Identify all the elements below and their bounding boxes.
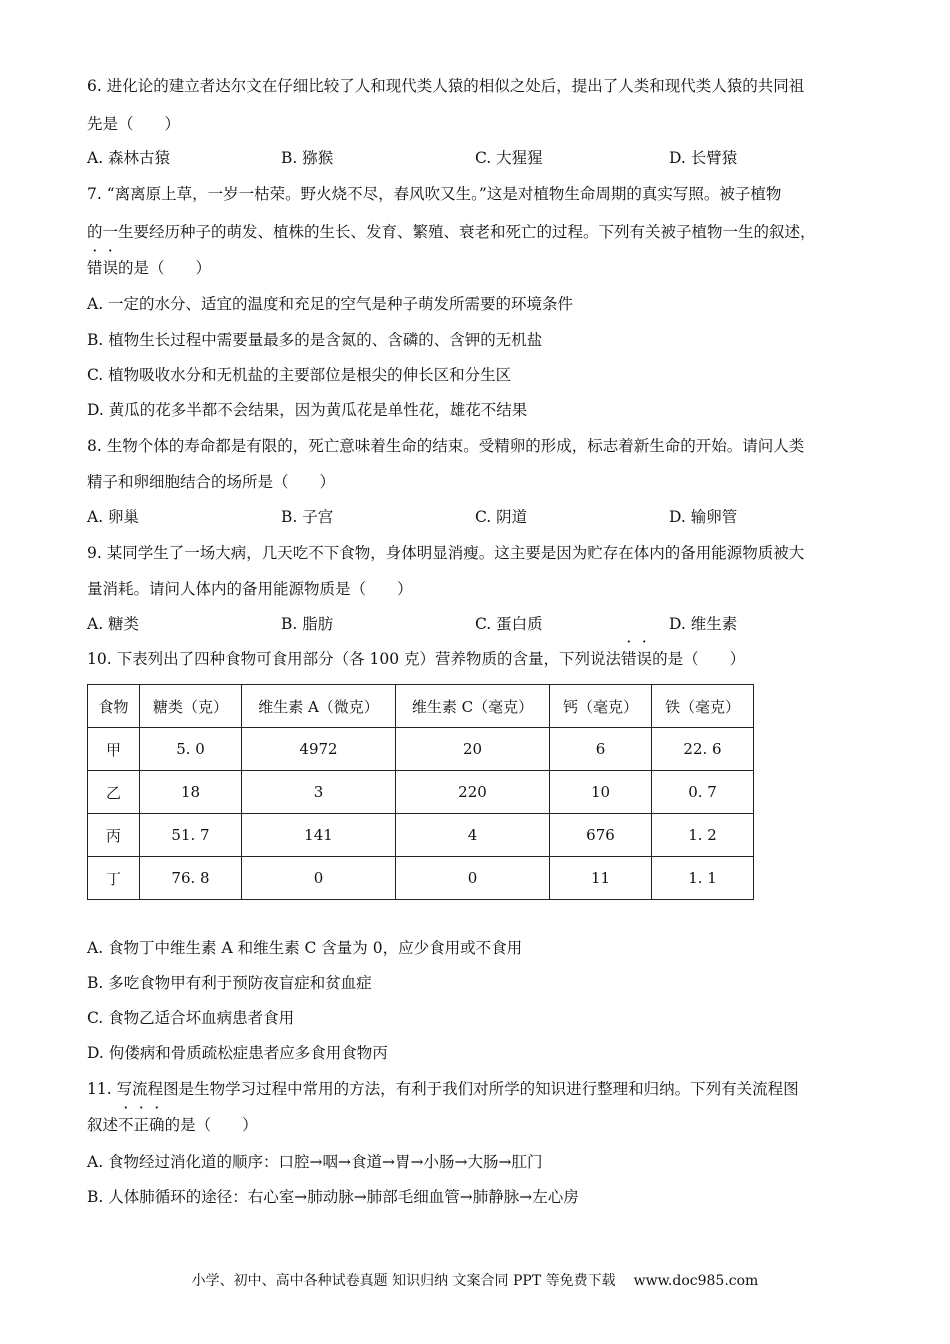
- emphasis-char: 误: [636, 650, 653, 668]
- q9-stem-line1: 9. 某同学生了一场大病，几天吃不下食物，身体明显消瘦。这主要是因为贮存在体内的备用能源物质被大: [87, 544, 805, 562]
- emphasis-char: 错: [621, 650, 637, 668]
- q7-option-a: A. 一定的水分、适宜的温度和充足的空气是种子萌发所需要的环境条件: [87, 295, 574, 313]
- table-header-cell: 铁（毫克）: [652, 685, 754, 728]
- q7-stem-line3: 错误的是（ ）: [87, 259, 212, 277]
- table-row: [88, 857, 754, 900]
- q11-option-b: B. 人体肺循环的途径：右心室→肺动脉→肺部毛细血管→肺静脉→左心房: [87, 1188, 579, 1206]
- q11-stem-line1: 11. 写流程图是生物学习过程中常用的方法，有利于我们对所学的知识进行整理和归纳。下列有关流程图: [87, 1080, 799, 1098]
- table-cell: 丙: [88, 814, 140, 857]
- table-cell: 0. 7: [652, 771, 754, 814]
- q10-stem-line1: 10. 下表列出了四种食物可食用部分（各 100 克）营养物质的含量，下列说法错误的是（ ）: [87, 650, 746, 668]
- emphasis-char: 误: [102, 259, 119, 277]
- table-cell: 0: [396, 857, 550, 900]
- nutrition-table: [87, 684, 754, 900]
- q10-option-c: C. 食物乙适合坏血病患者食用: [87, 1009, 295, 1027]
- table-cell: 4: [396, 814, 550, 857]
- table-cell: 11: [550, 857, 652, 900]
- q9-option-c: C. 蛋白质: [475, 615, 543, 633]
- table-cell: 丁: [88, 857, 140, 900]
- table-header-cell: 食物: [88, 685, 140, 728]
- emphasis-char: 错: [87, 259, 103, 277]
- q9-stem-line2: 量消耗。请问人体内的备用能源物质是（ ）: [87, 580, 413, 598]
- table-cell: 1. 1: [652, 857, 754, 900]
- table-cell: 220: [396, 771, 550, 814]
- emphasis-char: 确: [149, 1116, 165, 1134]
- table-row: [88, 771, 754, 814]
- table-cell: 乙: [88, 771, 140, 814]
- table-header-row: [88, 685, 754, 728]
- footer-url-link[interactable]: www.doc985.com: [633, 1273, 759, 1289]
- table-cell: 51. 7: [140, 814, 242, 857]
- q8-stem-line2: 精子和卵细胞结合的场所是（ ）: [87, 473, 336, 491]
- table-header-cell: 维生素 A（微克）: [242, 685, 396, 728]
- q7-option-b: B. 植物生长过程中需要量最多的是含氮的、含磷的、含钾的无机盐: [87, 331, 543, 349]
- footer-text: 小学、初中、高中各种试卷真题 知识归纳 文案合同 PPT 等免费下载: [191, 1273, 616, 1289]
- q9-option-a: A. 糖类: [87, 615, 140, 633]
- q6-option-c: C. 大猩猩: [475, 149, 543, 167]
- q8-stem-line1: 8. 生物个体的寿命都是有限的，死亡意味着生命的结束。受精卵的形成，标志着新生命的开始。请问人类: [87, 437, 805, 455]
- emphasis-char: 正: [133, 1116, 150, 1134]
- q11-option-a: A. 食物经过消化道的顺序：口腔→咽→食道→胃→小肠→大肠→肛门: [87, 1153, 543, 1171]
- q10-option-b: B. 多吃食物甲有利于预防夜盲症和贫血症: [87, 974, 372, 992]
- table-cell: 20: [396, 728, 550, 771]
- q7-stem-line1: 7. “离离原上草，一岁一枯荣。野火烧不尽，春风吹又生。”这是对植物生命周期的真实写照。被子植物: [87, 185, 782, 203]
- q6-option-d: D. 长臂猿: [669, 149, 738, 167]
- table-cell: 10: [550, 771, 652, 814]
- table-cell: 5. 0: [140, 728, 242, 771]
- page-footer: [0, 1270, 950, 1290]
- table-cell: 676: [550, 814, 652, 857]
- emphasis-char: 不: [118, 1116, 134, 1134]
- q7-option-d: D. 黄瓜的花多半都不会结果，因为黄瓜花是单性花，雄花不结果: [87, 401, 528, 419]
- table-cell: 0: [242, 857, 396, 900]
- table-header-cell: 糖类（克）: [140, 685, 242, 728]
- q8-option-d: D. 输卵管: [669, 508, 738, 526]
- table-cell: 6: [550, 728, 652, 771]
- q7-option-c: C. 植物吸收水分和无机盐的主要部位是根尖的伸长区和分生区: [87, 366, 512, 384]
- table-cell: 18: [140, 771, 242, 814]
- table-cell: 4972: [242, 728, 396, 771]
- table-cell: 甲: [88, 728, 140, 771]
- q8-option-c: C. 阴道: [475, 508, 528, 526]
- q10-option-d: D. 佝偻病和骨质疏松症患者应多食用食物丙: [87, 1044, 388, 1062]
- table-header-cell: 钙（毫克）: [550, 685, 652, 728]
- q7-stem-line2: 的一生要经历种子的萌发、植株的生长、发育、繁殖、衰老和死亡的过程。下列有关被子植物一生的叙述，: [87, 223, 816, 241]
- table-cell: 76. 8: [140, 857, 242, 900]
- table-cell: 141: [242, 814, 396, 857]
- table-row: [88, 728, 754, 771]
- q8-option-b: B. 子宫: [281, 508, 334, 526]
- table-cell: 22. 6: [652, 728, 754, 771]
- q9-option-b: B. 脂肪: [281, 615, 334, 633]
- q11-stem-line2: 叙述不正确的是（ ）: [87, 1116, 258, 1134]
- table-cell: 3: [242, 771, 396, 814]
- q6-stem-line2: 先是（ ）: [87, 115, 181, 133]
- q8-option-a: A. 卵巢: [87, 508, 140, 526]
- table-header-cell: 维生素 C（毫克）: [396, 685, 550, 728]
- table-cell: 1. 2: [652, 814, 754, 857]
- q10-option-a: A. 食物丁中维生素 A 和维生素 C 含量为 0，应少食用或不食用: [87, 939, 523, 957]
- q6-stem-line1: 6. 进化论的建立者达尔文在仔细比较了人和现代类人猿的相似之处后，提出了人类和现代类人猿的共同祖: [87, 77, 805, 95]
- q6-option-a: A. 森林古猿: [87, 149, 171, 167]
- table-row: [88, 814, 754, 857]
- q6-option-b: B. 猕猴: [281, 149, 334, 167]
- q9-option-d: D. 维生素: [669, 615, 738, 633]
